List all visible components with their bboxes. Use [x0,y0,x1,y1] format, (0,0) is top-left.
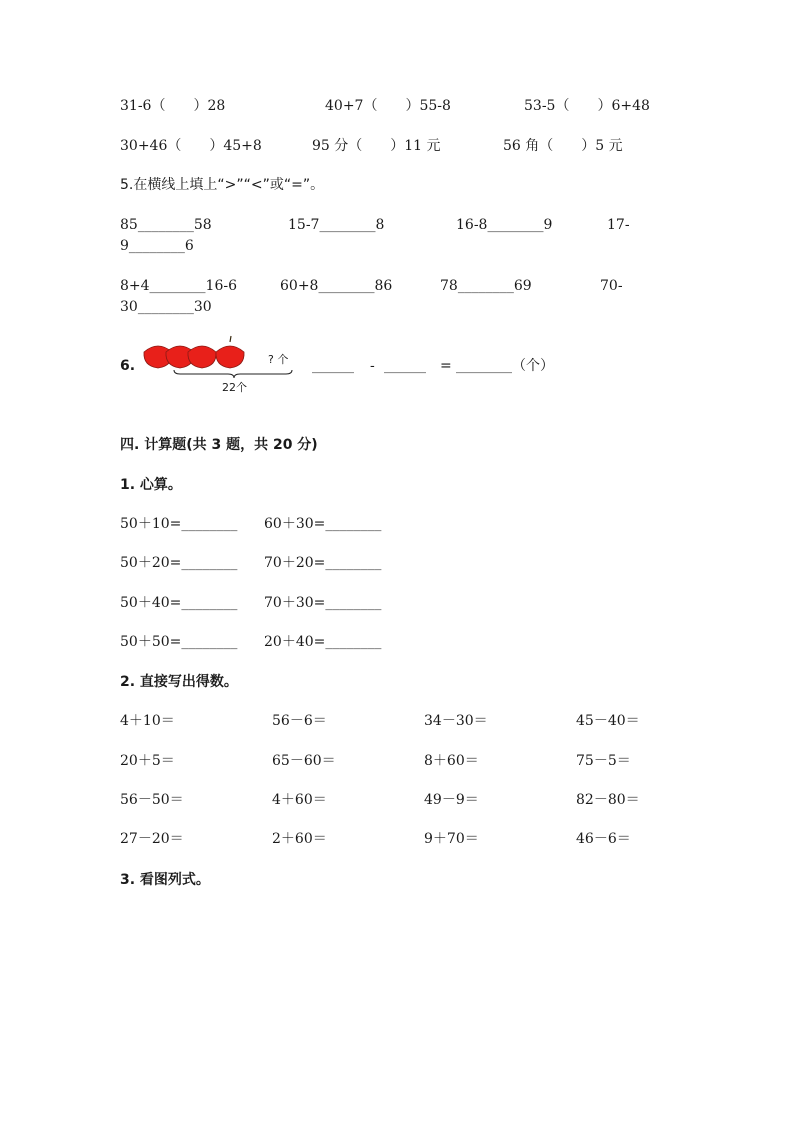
calc-item: 4＋60＝ [272,792,327,808]
question-6-number: 6. [120,358,136,374]
section-4-title: 四. 计算题(共 3 题，共 20 分) [120,437,318,453]
fill-item: 78________69 [440,278,532,294]
compare-item: 95 分（ ）11 元 [312,138,441,154]
calc-item: 75－5＝ [576,753,631,769]
mental-math-item: 50＋50=________ [120,634,238,650]
calc-item: 4＋10＝ [120,713,175,729]
calc-item: 46－6＝ [576,831,631,847]
question-count-label: ? 个 [268,353,289,366]
fill-item: 30________30 [120,299,212,315]
fill-item: 9________6 [120,238,194,254]
formula-operator: = [440,358,452,374]
calc-item: 9＋70＝ [424,831,479,847]
brace [174,370,292,378]
fill-item: 16-8________9 [456,217,553,233]
calc-item: 65－60＝ [272,753,336,769]
calc-item: 49－9＝ [424,792,479,808]
apple-icon [188,346,216,368]
mental-math-item: 20＋40=________ [264,634,382,650]
fill-item: 15-7________8 [288,217,385,233]
calc-item: 8＋60＝ [424,753,479,769]
section-4-q3-title: 3. 看图列式。 [120,872,210,888]
compare-item: 53-5（ ）6+48 [524,98,650,114]
compare-item: 40+7（ ）55-8 [325,98,451,114]
calc-item: 34－30＝ [424,713,488,729]
fill-item: 70- [600,278,623,294]
mental-math-item: 70＋30=________ [264,595,382,611]
calc-item: 82－80＝ [576,792,640,808]
calc-item: 56－50＝ [120,792,184,808]
mental-math-item: 60＋30=________ [264,516,382,532]
calc-item: 56－6＝ [272,713,327,729]
mental-math-item: 50＋20=________ [120,555,238,571]
compare-item: 56 角（ ）5 元 [503,138,623,154]
calc-item: 20＋5＝ [120,753,175,769]
mental-math-item: 50＋10=________ [120,516,238,532]
fill-item: 17- [607,217,630,233]
formula-operator: - [370,358,375,374]
calc-item: 45－40＝ [576,713,640,729]
compare-item: 30+46（ ）45+8 [120,138,262,154]
question-5-title: 5.在横线上填上“>”“<”或“=”。 [120,177,325,193]
section-4-q2-title: 2. 直接写出得数。 [120,674,238,690]
mental-math-item: 50＋40=________ [120,595,238,611]
mental-math-item: 70＋20=________ [264,555,382,571]
formula-blank: ______ [312,358,354,374]
calc-item: 27－20＝ [120,831,184,847]
fill-item: 85________58 [120,217,212,233]
total-count-label: 22个 [222,381,247,394]
compare-item: 31-6（ ）28 [120,98,226,114]
formula-blank: ______ [384,358,426,374]
formula-answer: ________（个） [456,358,554,374]
apple-icon [216,336,244,368]
section-4-q1-title: 1. 心算。 [120,477,182,493]
calc-item: 2＋60＝ [272,831,327,847]
fill-item: 60+8________86 [280,278,393,294]
fill-item: 8+4________16-6 [120,278,237,294]
